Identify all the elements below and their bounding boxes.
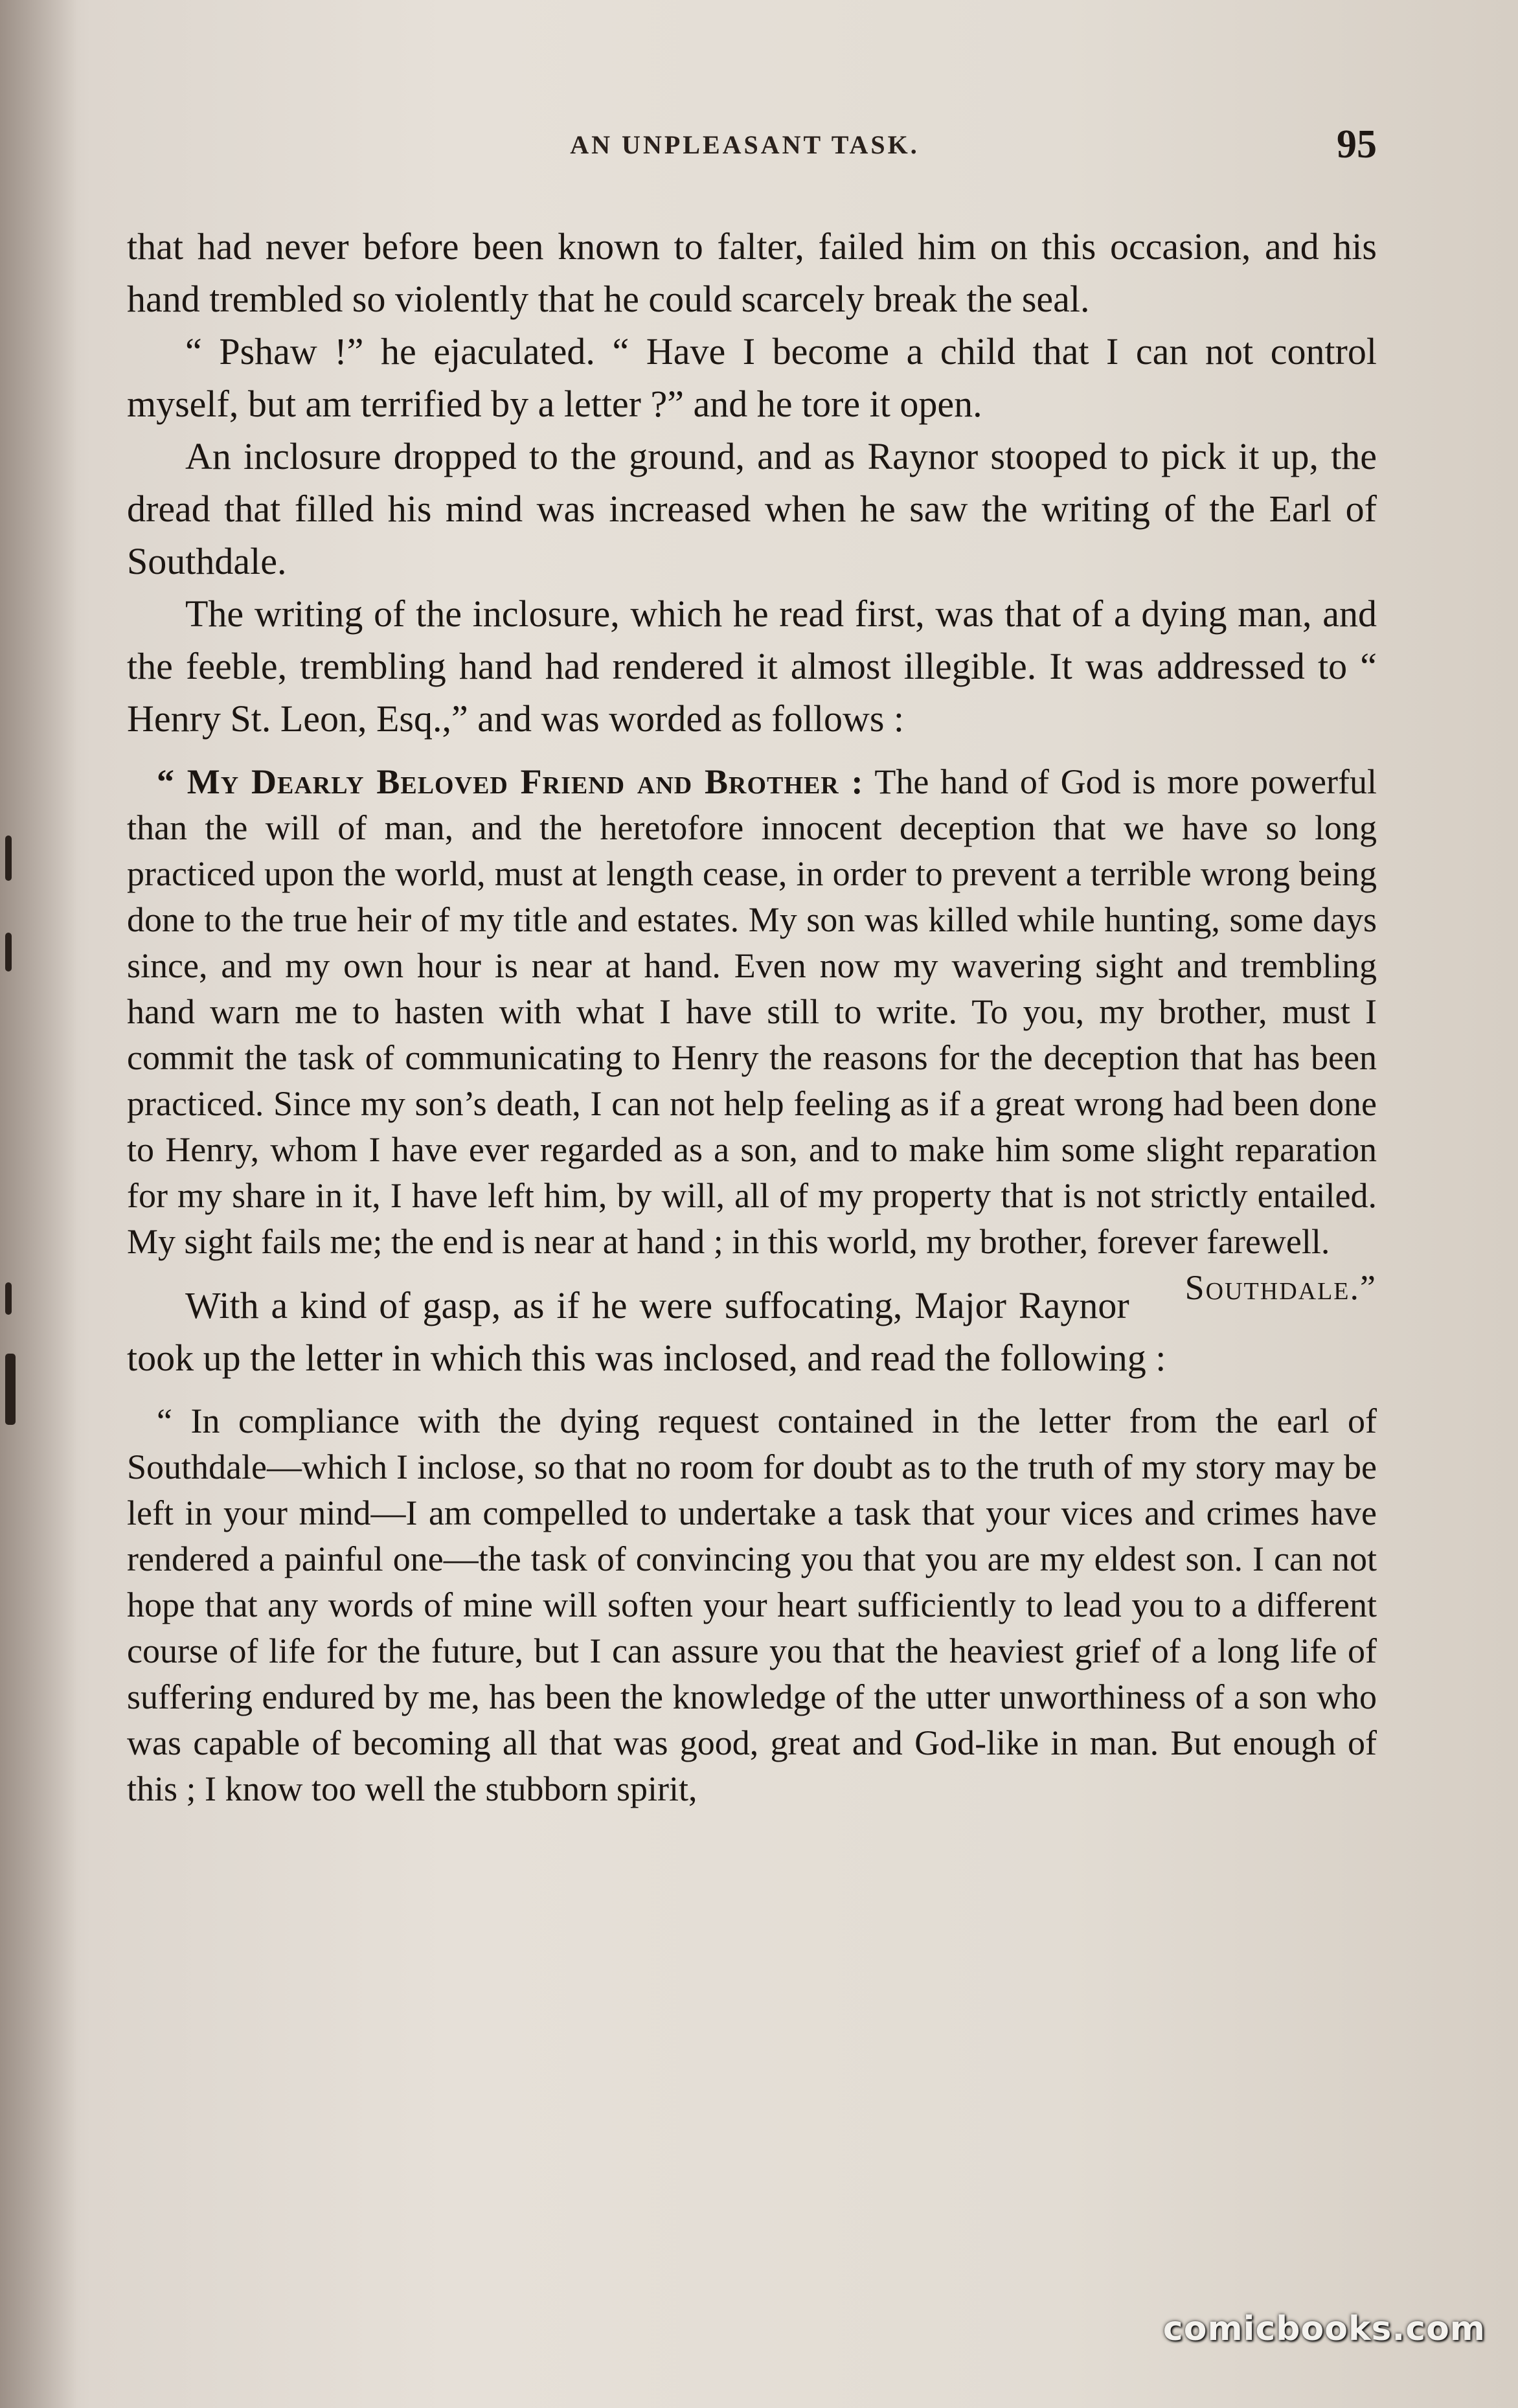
letter-to-son: “ In compliance with the dying request contained in the letter from the earl of Southdale—which I inclose, so that no room for doubt as to the truth of my story may be left in your mind—I am compelled to undertake a task that your vices and crimes have rendered a painful one—the task of convincing you that you are my eldest son. I can not hope that any words of mine will soften your heart sufficiently to lead you to a different course of life for the future, but I can assure you that the heaviest grief of a long life of suffering endured by me, has been the knowledge of the utter unworthiness of a son who was capable of becoming all that was good, great and God-like in man. But enough of this ; I know too well the stubborn spirit,	[127, 1402, 1377, 1808]
paragraph: The writing of the inclosure, which he read first, was that of a dying man, and the feeble, trembling hand had rendered it almost illegible. It was addressed to “ Henry St. Leon, Esq.,” and was worded as follows :	[127, 593, 1377, 740]
text-block	[127, 220, 1377, 1812]
margin-mark	[5, 1354, 16, 1425]
margin-mark	[5, 835, 12, 881]
letter-signature: Southdale.”	[1184, 1268, 1377, 1307]
paragraph: “ Pshaw !” he ejaculated. “ Have I become a child that I can not control myself, but am terrified by a letter ?” and he tore it open.	[127, 330, 1377, 425]
margin-mark	[5, 933, 12, 971]
page-number: 95	[1337, 122, 1377, 166]
watermark: comicbooks.com	[1162, 2310, 1486, 2348]
letter-body: The hand of God is more powerful than the will of man, and the heretofore innocent deception that we have so long practiced upon the world, must at length cease, in order to prevent a terrible wrong being done to the true heir of my title and estates. My son was killed while hunting, some days since, and my own hour is near at hand. Even now my wavering sight and trembling hand warn me to hasten with what I have still to write. To you, my brother, must I commit the task of communicating to Henry the reasons for the deception that has been practiced. Since my son’s death, I can not help feeling as if a great wrong had been done to Henry, whom I have ever regarded as a son, and to make him some slight reparation for my share in it, I have left him, by will, all of my property that is not strictly entailed. My sight fails me; the end is near at hand ; in this world, my brother, forever farewell.	[127, 762, 1377, 1261]
letter-from-earl	[127, 759, 1377, 1307]
paragraph-continuation: that had never before been known to falter, failed him on this occasion, and his hand trembled so violently that he could scarcely break the seal.	[127, 225, 1377, 320]
paragraph: An inclosure dropped to the ground, and as Raynor stooped to pick it up, the dread that filled his mind was increased when he saw the writing of the Earl of Southdale.	[127, 435, 1377, 582]
running-head	[0, 122, 1518, 175]
letter-salutation: “ My Dearly Beloved Friend and Brother :	[157, 762, 864, 801]
paragraph: With a kind of gasp, as if he were suffocating, Major Raynor took up the letter in which this was inclosed, and read the following :	[127, 1284, 1166, 1379]
margin-mark	[5, 1282, 12, 1315]
running-title: AN UNPLEASANT TASK.	[570, 130, 920, 159]
